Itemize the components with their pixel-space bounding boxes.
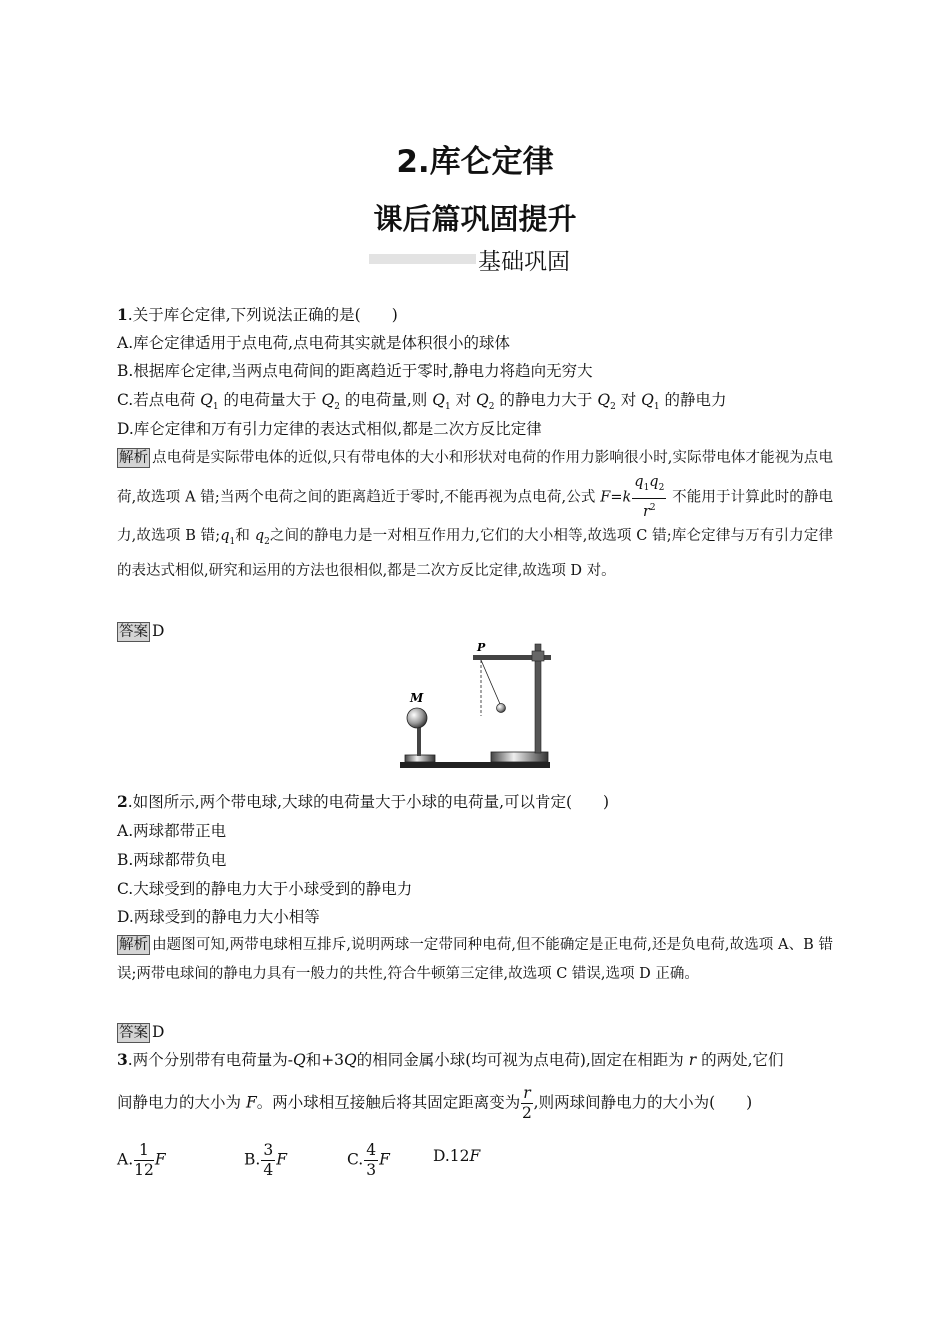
explanation-tag: 解析 [119, 450, 148, 466]
q3-option-d: D.12F [433, 1147, 481, 1165]
page-title: 2.库仑定律 [396, 144, 554, 180]
q3-number: 3 [117, 1050, 128, 1069]
left-stand-base [405, 755, 435, 762]
small-ball [497, 704, 506, 713]
q3-distance-fraction: $\frac{r}{2}$ [521, 1084, 532, 1122]
q1-answer [117, 620, 164, 642]
crossbar-clamp [532, 651, 544, 661]
q2-stem [117, 791, 609, 813]
explanation-tag: 解析 [119, 937, 148, 953]
label-m: M [410, 691, 424, 705]
q3-option-c: C. $\frac{4}{3}$ F [347, 1141, 390, 1179]
section-bar [369, 254, 476, 264]
q2-option-d: D.两球受到的静电力大小相等 [117, 908, 320, 926]
label-p: P [477, 641, 486, 654]
q3-option-a: A. $\frac{1}{12}$ F [117, 1141, 166, 1179]
section-title: 基础巩固 [478, 249, 570, 275]
coulomb-formula-fraction: $\frac{q_1q_2}{r^2}$ [634, 474, 665, 520]
q2-option-b: B.两球都带负电 [117, 851, 227, 869]
base-board [400, 762, 550, 768]
pendulum-string [481, 660, 500, 704]
q3-stem-line1: 3.两个分别带有电荷量为-Q和+3Q的相同金属小球(均可视为点电荷),固定在相距为 r 的两处,它们 [117, 1050, 784, 1069]
q2-option-a: A.两球都带正电 [117, 822, 227, 840]
q2-explanation: 解析 由题图可知,两带电球相互排斥,说明两球一定带同种电荷,但不能确定是正电荷,还是负电荷,故选项 A、B 错误;两带电球间的静电力具有一般力的共性,符合牛顿第三定律,故选项 C 错误,选项 D 正确。 [117, 937, 833, 982]
q1-option-d: D.库仑定律和万有引力定律的表达式相似,都是二次方反比定律 [117, 420, 542, 438]
answer-tag: 答案 [119, 624, 148, 640]
q2-stem-text: .如图所示,两个带电球,大球的电荷量大于小球的电荷量,可以肯定( ) [127, 793, 610, 811]
q1-stem [117, 304, 398, 326]
q1-explanation: 解析 点电荷是实际带电体的近似,只有带电体的大小和形状对电荷的作用力影响很小时,实际带电体才能视为点电荷,故选项 A 错;当两个电荷之间的距离趋近于零时,不能再视为点电荷,公式 F=k $\frac{q_1q_2}{r^2}$ 不能用于计算此时的静电力,故选项 B 错$;q_1$和 $q_2$之间的静电力是一对相互作用力,它们的大小相等,故选项 C 错;库仑定律与万有引力定律的表达式相似,研究和运用的方法也很相似,都是二次方反比定律,故选项 D 对。 [117, 450, 834, 579]
electroscope-figure [395, 638, 555, 770]
q1-option-a: A.库仑定律适用于点电荷,点电荷其实就是体积很小的球体 [117, 334, 511, 352]
q2-option-c: C.大球受到的静电力大于小球受到的静电力 [117, 880, 413, 898]
q2-number: 2 [117, 792, 128, 811]
large-ball [407, 708, 427, 728]
answer-tag: 答案 [119, 1025, 148, 1041]
q1-number: 1 [117, 305, 128, 324]
q1-option-c: C.若点电荷 $Q_1$ 的电荷量大于 $Q_2$ 的电荷量,则 $Q_1$ 对 $Q_2$ 的静电力大于 $Q_2$ 对 $Q_1$ 的静电力 [117, 391, 727, 413]
q1-stem-text: .关于库仑定律,下列说法正确的是( ) [127, 306, 398, 324]
right-stand-base [491, 752, 548, 762]
q2-answer-value: D [152, 1023, 165, 1041]
q3-option-b: B. $\frac{3}{4}$ F [244, 1141, 287, 1179]
q1-answer-value: D [152, 622, 165, 640]
page-subtitle: 课后篇巩固提升 [373, 202, 577, 236]
q2-answer [117, 1021, 164, 1043]
q3-stem-line2: 间静电力的大小为 F。两小球相互接触后将其固定距离变为 $\frac{r}{2}$ ,则两球间静电力的大小为( ) [117, 1084, 753, 1122]
q1-option-b: B.根据库仑定律,当两点电荷间的距离趋近于零时,静电力将趋向无穷大 [117, 362, 593, 380]
